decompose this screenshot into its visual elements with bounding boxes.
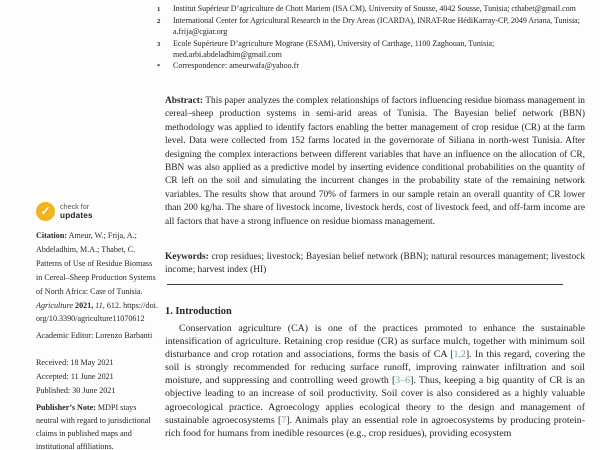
citation-ref-link[interactable]: 7 xyxy=(281,414,287,426)
affiliation-marker: 3 xyxy=(157,40,161,48)
publisher-note-text: MDPI stays neutral with regard to jurisdictional claims in published maps and institutional affiliations. xyxy=(36,403,151,450)
affiliation-marker: 1 xyxy=(157,6,161,13)
citation-authors: Ameur, W.; Frija, A.; Abdeladhim, M.A.; Thabet, C. xyxy=(36,231,137,254)
section-heading-introduction: 1. Introduction xyxy=(165,306,232,317)
affiliation-text: Institut Supérieur D’agriculture de Chott Mariem (ISA CM), University of Sousse, 4042 Sousse, Tunisia; cthabet@gmail.com xyxy=(173,4,576,13)
academic-editor: Academic Editor: Lorenzo Barbanti xyxy=(36,331,153,340)
correspondence-item xyxy=(157,60,585,72)
paragraph-text: ]. Thus, keeping a big quantity of CR is an objective leading to an increase of soil productivity. Soil cover is also considered as a highly valuable agroecological practice. Agroecology applies ecological theory to the design and management of sustainable agroecosystems [ xyxy=(165,375,585,426)
citation-label: Citation: xyxy=(36,231,68,240)
abstract-text: This paper analyzes the complex relationships of factors influencing residue biomass management in cereal–sheep production systems in semi-arid areas of Tunisia. The Bayesian belief network (BBN) methodology was applied to identify factors enabling the better management of crop residue (CR) at the farm level. Data were collected from 152 farms located in the governorate of Siliana in north-west Tunisia. After designing the complex interactions between different variables that have an influence on the allocation of CR, BBN was also applied as a predictive model by inserting evidence conditional probabilities on the quantity of CR left on the soil and simulating the incurrent changes in the probability state of the remaining network variables. The results show that around 70% of farmers in our sample retain an overall quantity of CR lower than 200 kg/ha. The share of livestock income, livestock herds, cost of livestock feed, and off-farm income are all factors that have a strong influence on residue biomass management. xyxy=(165,96,585,227)
correspondence-text: Correspondence: ameurwafa@yahoo.fr xyxy=(173,61,299,71)
abstract xyxy=(165,95,585,229)
check-icon: ✓ xyxy=(36,202,55,221)
check-for-updates-badge[interactable] xyxy=(36,202,160,221)
citation-ref-link[interactable]: 3–6 xyxy=(395,375,411,387)
abstract-label: Abstract: xyxy=(165,96,204,106)
citation-journal: Agriculture xyxy=(36,300,74,310)
published-date: Published: 30 June 2021 xyxy=(36,386,116,395)
article-dates xyxy=(36,356,160,398)
doi-link[interactable]: https://doi.org/10.3390/agriculture11070612 xyxy=(36,300,158,324)
publisher-note-label: Publisher’s Note: xyxy=(36,403,96,412)
citation-block xyxy=(36,229,160,326)
paragraph-text: Conservation agriculture (CA) is one of the practices promoted to enhance the sustainable intensification of agriculture. Retaining crop residue (CR) as surface mulch, together with minimum soil disturbance and crop rotation and associations, forms the basis of CA [ xyxy=(165,323,585,361)
affiliation-item xyxy=(157,3,585,15)
received-date: Received: 18 May 2021 xyxy=(36,358,114,367)
paragraph-text: ]. In this regard, covering the soil is strongly recommended for reducing surface runoff, improving rainwater infiltration and soil moisture, and suppressing and controlling weed growth [ xyxy=(165,349,585,387)
paragraph-text: ]. Animals play an essential role in agroecosystems by producing protein-rich food for humans from inedible resources (e.g., crop residues), providing ecosystem xyxy=(165,414,585,439)
affiliation-item xyxy=(157,15,585,37)
citation-ref-link[interactable]: 1,2 xyxy=(453,349,466,361)
accepted-date: Accepted: 11 June 2021 xyxy=(36,372,114,381)
affiliations-list xyxy=(157,3,585,72)
check-for-updates-label: check for updates xyxy=(60,202,93,220)
correspondence-marker: * xyxy=(157,63,161,71)
affiliation-marker: 2 xyxy=(157,18,161,26)
introduction-paragraph xyxy=(165,322,585,440)
citation-title: Patterns of Use of Residue Biomass in Cereal–Sheep Production Systems of North Africa: Case of Tunisia. xyxy=(36,258,156,296)
citation-year: 2021, xyxy=(75,300,94,310)
citation-pages: 612. xyxy=(106,300,122,310)
keywords-text: crop residues; livestock; Bayesian belief network (BBN); natural resources management; livestock income; harvest index (HI) xyxy=(165,252,586,276)
affiliation-item xyxy=(157,38,585,60)
publisher-note xyxy=(36,401,160,450)
affiliation-text: Ecole Supérieure D’agriculture Mograne (ESAM), University of Carthage, 1100 Zaghouan, Tunisia; med.arbi.abdeladhim@gmail.com xyxy=(173,38,495,59)
affiliation-text: International Center for Agricultural Research in the Dry Areas (ICARDA), INRAT-Rue HédiKarray-CP, 2049 Ariana, Tunisia; a.frija@cgiar.org xyxy=(173,16,580,37)
keywords-label: Keywords: xyxy=(165,252,209,262)
citation-volume: 11, xyxy=(95,300,105,310)
keywords xyxy=(165,251,585,278)
section-divider-rule xyxy=(167,284,563,285)
